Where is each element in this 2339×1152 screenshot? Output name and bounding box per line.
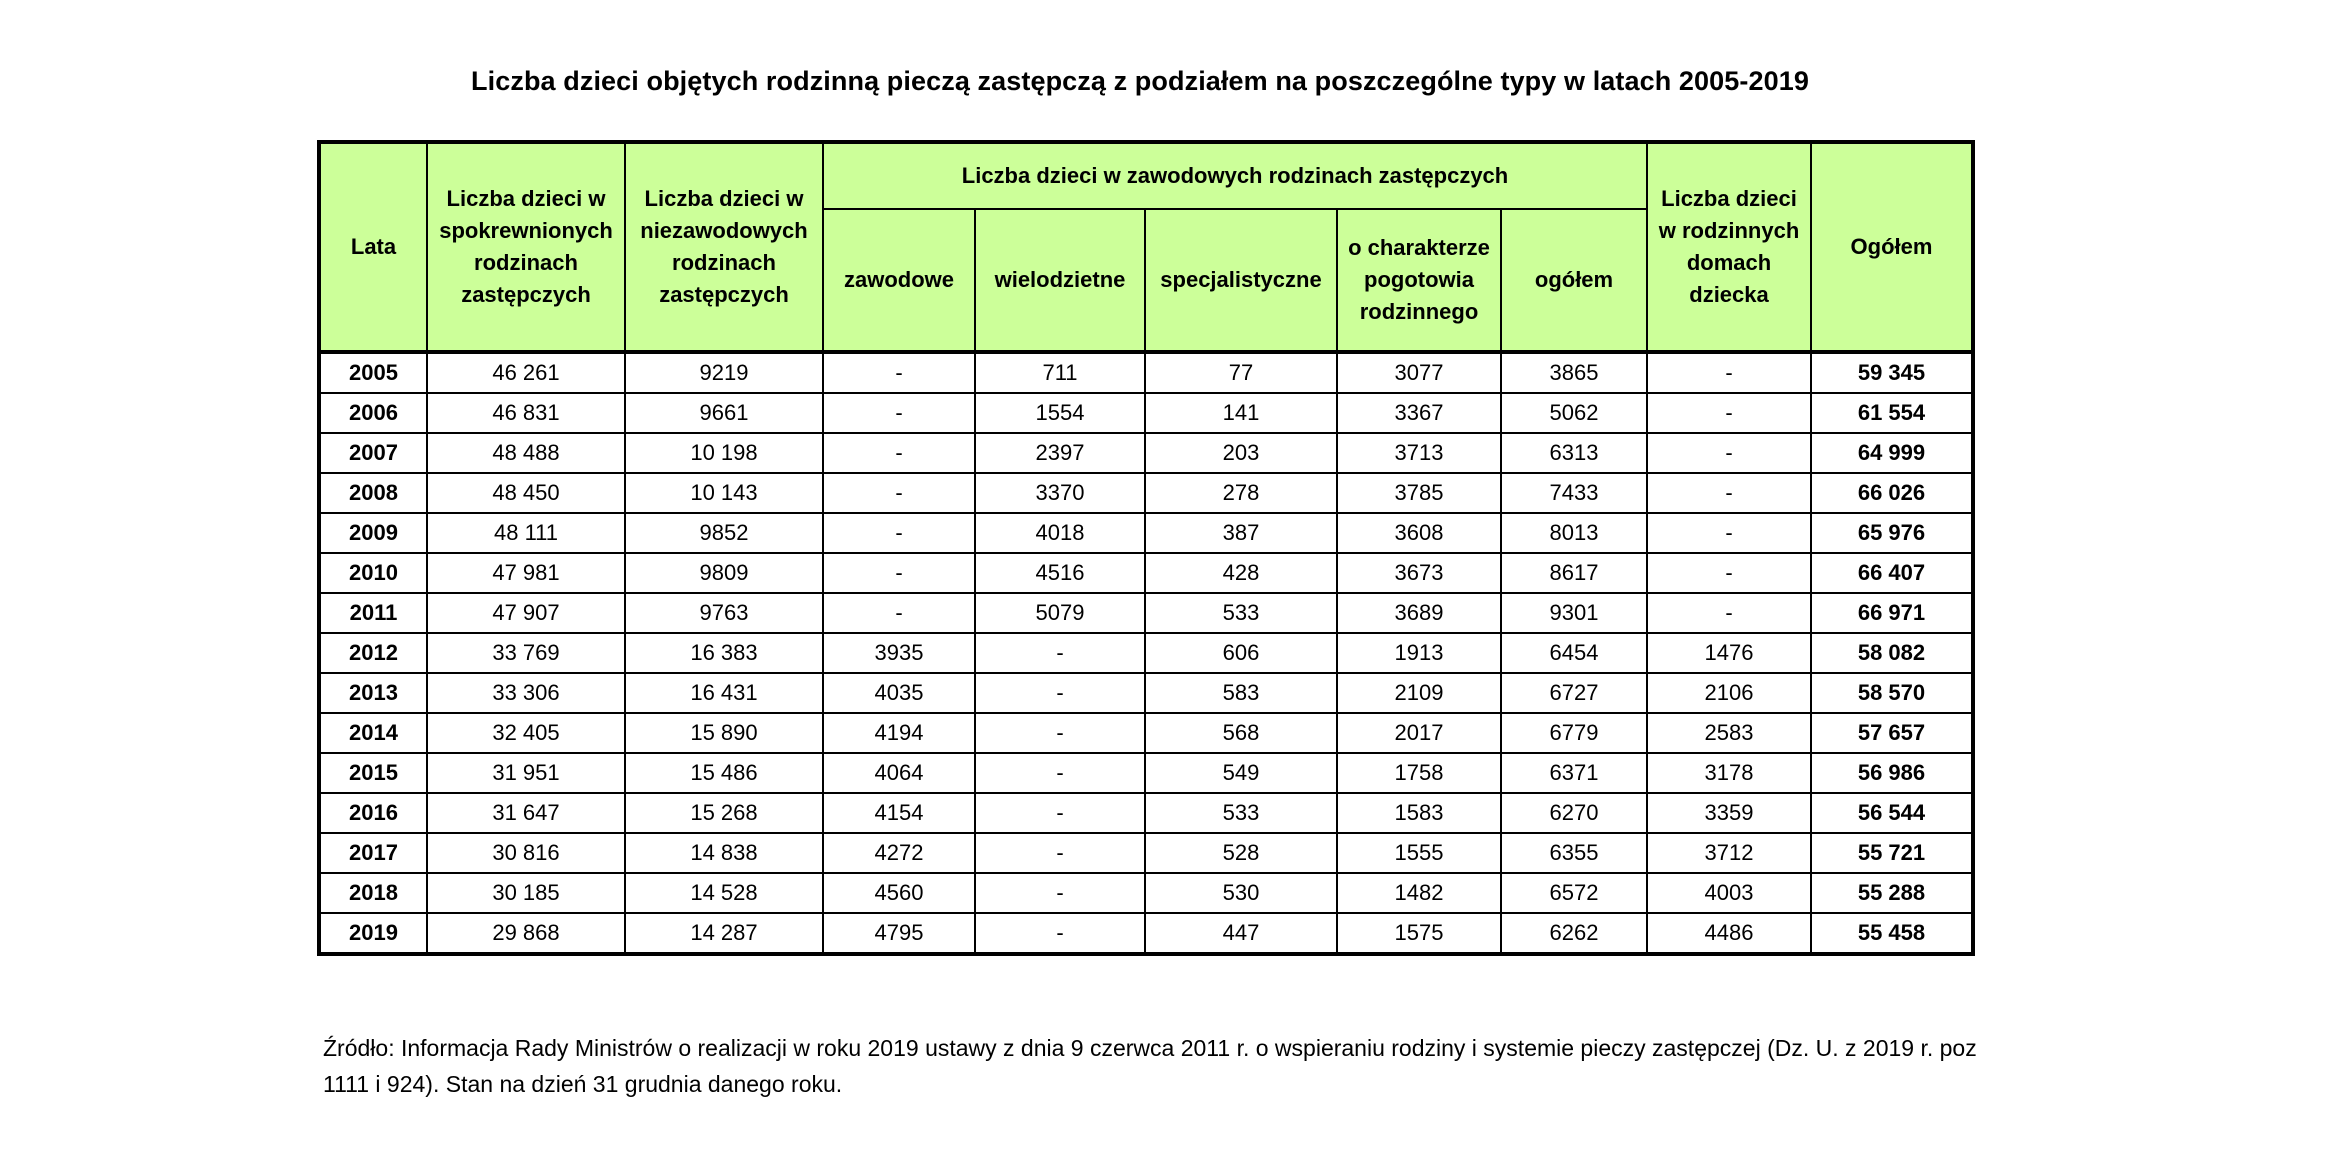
cell-professional-total: 6727 bbox=[1501, 673, 1647, 713]
cell-kinship: 47 907 bbox=[427, 593, 625, 633]
cell-emergency: 1555 bbox=[1337, 833, 1501, 873]
table-row bbox=[319, 433, 1973, 473]
cell-kinship: 33 769 bbox=[427, 633, 625, 673]
cell-kinship: 30 816 bbox=[427, 833, 625, 873]
cell-emergency: 2017 bbox=[1337, 713, 1501, 753]
data-table bbox=[317, 140, 1975, 956]
cell-emergency: 1482 bbox=[1337, 873, 1501, 913]
cell-large: - bbox=[975, 753, 1145, 793]
cell-year: 2017 bbox=[319, 833, 427, 873]
cell-large: 4018 bbox=[975, 513, 1145, 553]
cell-professional-total: 6371 bbox=[1501, 753, 1647, 793]
cell-family-homes: - bbox=[1647, 433, 1811, 473]
cell-emergency: 3608 bbox=[1337, 513, 1501, 553]
cell-family-homes: 4003 bbox=[1647, 873, 1811, 913]
cell-family-homes: - bbox=[1647, 593, 1811, 633]
cell-emergency: 3785 bbox=[1337, 473, 1501, 513]
cell-professional: - bbox=[823, 513, 975, 553]
cell-emergency: 3689 bbox=[1337, 593, 1501, 633]
cell-professional-total: 3865 bbox=[1501, 352, 1647, 393]
cell-total: 55 458 bbox=[1811, 913, 1973, 954]
cell-total: 55 721 bbox=[1811, 833, 1973, 873]
table-body bbox=[319, 352, 1973, 954]
cell-total: 56 986 bbox=[1811, 753, 1973, 793]
cell-kinship: 32 405 bbox=[427, 713, 625, 753]
cell-family-homes: 3359 bbox=[1647, 793, 1811, 833]
cell-total: 58 082 bbox=[1811, 633, 1973, 673]
header-emergency: o charakterze pogotowia rodzinnego bbox=[1337, 209, 1501, 352]
table-row bbox=[319, 593, 1973, 633]
cell-kinship: 46 261 bbox=[427, 352, 625, 393]
cell-year: 2010 bbox=[319, 553, 427, 593]
cell-specialist: 387 bbox=[1145, 513, 1337, 553]
cell-specialist: 533 bbox=[1145, 593, 1337, 633]
cell-family-homes: - bbox=[1647, 352, 1811, 393]
cell-family-homes: 3178 bbox=[1647, 753, 1811, 793]
cell-professional-total: 6262 bbox=[1501, 913, 1647, 954]
header-family-homes: Liczba dzieci w rodzinnych domach dziecka bbox=[1647, 142, 1811, 352]
cell-nonprofessional: 10 198 bbox=[625, 433, 823, 473]
cell-large: - bbox=[975, 793, 1145, 833]
cell-nonprofessional: 10 143 bbox=[625, 473, 823, 513]
cell-specialist: 278 bbox=[1145, 473, 1337, 513]
cell-nonprofessional: 14 528 bbox=[625, 873, 823, 913]
cell-total: 66 407 bbox=[1811, 553, 1973, 593]
table-row bbox=[319, 473, 1973, 513]
cell-professional: 4795 bbox=[823, 913, 975, 954]
cell-professional-total: 5062 bbox=[1501, 393, 1647, 433]
cell-professional: 3935 bbox=[823, 633, 975, 673]
cell-emergency: 3077 bbox=[1337, 352, 1501, 393]
cell-large: 1554 bbox=[975, 393, 1145, 433]
cell-specialist: 606 bbox=[1145, 633, 1337, 673]
cell-nonprofessional: 9852 bbox=[625, 513, 823, 553]
cell-large: - bbox=[975, 633, 1145, 673]
cell-kinship: 46 831 bbox=[427, 393, 625, 433]
cell-large: - bbox=[975, 673, 1145, 713]
cell-nonprofessional: 14 838 bbox=[625, 833, 823, 873]
cell-large: 4516 bbox=[975, 553, 1145, 593]
table-row bbox=[319, 513, 1973, 553]
cell-family-homes: 1476 bbox=[1647, 633, 1811, 673]
cell-year: 2018 bbox=[319, 873, 427, 913]
header-total: Ogółem bbox=[1811, 142, 1973, 352]
cell-nonprofessional: 9763 bbox=[625, 593, 823, 633]
table-row bbox=[319, 633, 1973, 673]
cell-large: - bbox=[975, 713, 1145, 753]
cell-professional: 4035 bbox=[823, 673, 975, 713]
cell-nonprofessional: 15 890 bbox=[625, 713, 823, 753]
cell-specialist: 141 bbox=[1145, 393, 1337, 433]
cell-family-homes: 2106 bbox=[1647, 673, 1811, 713]
header-professional-group: Liczba dzieci w zawodowych rodzinach zastępczych bbox=[823, 142, 1647, 209]
cell-year: 2014 bbox=[319, 713, 427, 753]
cell-specialist: 203 bbox=[1145, 433, 1337, 473]
table-row bbox=[319, 553, 1973, 593]
cell-specialist: 77 bbox=[1145, 352, 1337, 393]
cell-nonprofessional: 9809 bbox=[625, 553, 823, 593]
cell-family-homes: - bbox=[1647, 473, 1811, 513]
cell-family-homes: 4486 bbox=[1647, 913, 1811, 954]
cell-emergency: 1913 bbox=[1337, 633, 1501, 673]
table-row bbox=[319, 833, 1973, 873]
cell-professional-total: 6572 bbox=[1501, 873, 1647, 913]
cell-year: 2019 bbox=[319, 913, 427, 954]
cell-kinship: 48 111 bbox=[427, 513, 625, 553]
cell-year: 2012 bbox=[319, 633, 427, 673]
cell-professional-total: 6454 bbox=[1501, 633, 1647, 673]
table-row bbox=[319, 673, 1973, 713]
header-specialist: specjalistyczne bbox=[1145, 209, 1337, 352]
cell-emergency: 1583 bbox=[1337, 793, 1501, 833]
cell-emergency: 2109 bbox=[1337, 673, 1501, 713]
header-year: Lata bbox=[319, 142, 427, 352]
cell-specialist: 428 bbox=[1145, 553, 1337, 593]
table-row bbox=[319, 793, 1973, 833]
cell-total: 61 554 bbox=[1811, 393, 1973, 433]
cell-family-homes: 3712 bbox=[1647, 833, 1811, 873]
cell-kinship: 31 951 bbox=[427, 753, 625, 793]
cell-professional-total: 6779 bbox=[1501, 713, 1647, 753]
cell-year: 2011 bbox=[319, 593, 427, 633]
cell-nonprofessional: 15 268 bbox=[625, 793, 823, 833]
cell-large: - bbox=[975, 913, 1145, 954]
cell-emergency: 3673 bbox=[1337, 553, 1501, 593]
cell-total: 57 657 bbox=[1811, 713, 1973, 753]
cell-year: 2013 bbox=[319, 673, 427, 713]
cell-kinship: 48 450 bbox=[427, 473, 625, 513]
cell-nonprofessional: 9219 bbox=[625, 352, 823, 393]
cell-professional-total: 8617 bbox=[1501, 553, 1647, 593]
cell-kinship: 30 185 bbox=[427, 873, 625, 913]
cell-emergency: 3713 bbox=[1337, 433, 1501, 473]
cell-professional: - bbox=[823, 473, 975, 513]
table-row bbox=[319, 352, 1973, 393]
cell-professional: - bbox=[823, 593, 975, 633]
cell-total: 58 570 bbox=[1811, 673, 1973, 713]
cell-year: 2016 bbox=[319, 793, 427, 833]
cell-specialist: 583 bbox=[1145, 673, 1337, 713]
cell-total: 59 345 bbox=[1811, 352, 1973, 393]
cell-year: 2007 bbox=[319, 433, 427, 473]
cell-family-homes: - bbox=[1647, 393, 1811, 433]
cell-large: - bbox=[975, 873, 1145, 913]
cell-specialist: 447 bbox=[1145, 913, 1337, 954]
table-row bbox=[319, 873, 1973, 913]
cell-professional: 4154 bbox=[823, 793, 975, 833]
header-kinship: Liczba dzieci w spokrewnionych rodzinach zastępczych bbox=[427, 142, 625, 352]
table-row bbox=[319, 393, 1973, 433]
cell-total: 64 999 bbox=[1811, 433, 1973, 473]
cell-professional-total: 6270 bbox=[1501, 793, 1647, 833]
page-title: Liczba dzieci objętych rodzinną pieczą zastępczą z podziałem na poszczególne typy w latach 2005-2019 bbox=[471, 66, 1809, 96]
cell-kinship: 47 981 bbox=[427, 553, 625, 593]
cell-total: 65 976 bbox=[1811, 513, 1973, 553]
cell-total: 66 971 bbox=[1811, 593, 1973, 633]
cell-kinship: 33 306 bbox=[427, 673, 625, 713]
table-row bbox=[319, 753, 1973, 793]
cell-specialist: 530 bbox=[1145, 873, 1337, 913]
cell-emergency: 1575 bbox=[1337, 913, 1501, 954]
cell-family-homes: - bbox=[1647, 513, 1811, 553]
cell-nonprofessional: 16 431 bbox=[625, 673, 823, 713]
cell-family-homes: 2583 bbox=[1647, 713, 1811, 753]
cell-large: - bbox=[975, 833, 1145, 873]
cell-large: 2397 bbox=[975, 433, 1145, 473]
cell-kinship: 31 647 bbox=[427, 793, 625, 833]
cell-specialist: 549 bbox=[1145, 753, 1337, 793]
header-professional: zawodowe bbox=[823, 209, 975, 352]
cell-year: 2006 bbox=[319, 393, 427, 433]
header-large: wielodzietne bbox=[975, 209, 1145, 352]
cell-professional: - bbox=[823, 393, 975, 433]
cell-professional-total: 6313 bbox=[1501, 433, 1647, 473]
table-header bbox=[319, 142, 1973, 352]
cell-total: 55 288 bbox=[1811, 873, 1973, 913]
cell-large: 711 bbox=[975, 352, 1145, 393]
cell-year: 2009 bbox=[319, 513, 427, 553]
cell-specialist: 568 bbox=[1145, 713, 1337, 753]
cell-professional: 4064 bbox=[823, 753, 975, 793]
cell-professional: - bbox=[823, 553, 975, 593]
cell-nonprofessional: 9661 bbox=[625, 393, 823, 433]
cell-nonprofessional: 16 383 bbox=[625, 633, 823, 673]
cell-professional: 4560 bbox=[823, 873, 975, 913]
cell-professional-total: 6355 bbox=[1501, 833, 1647, 873]
table-row bbox=[319, 713, 1973, 753]
cell-professional: - bbox=[823, 352, 975, 393]
cell-total: 66 026 bbox=[1811, 473, 1973, 513]
table-row bbox=[319, 913, 1973, 954]
source-note: Źródło: Informacja Rady Ministrów o realizacji w roku 2019 ustawy z dnia 9 czerwca 2011 r. o wspieraniu rodziny i systemie pieczy zastępczej (Dz. U. z 2019 r. poz 1111 i 924). Stan na dzień 31 grudnia danego roku. bbox=[323, 1035, 1977, 1097]
cell-professional-total: 8013 bbox=[1501, 513, 1647, 553]
cell-kinship: 29 868 bbox=[427, 913, 625, 954]
cell-nonprofessional: 14 287 bbox=[625, 913, 823, 954]
cell-nonprofessional: 15 486 bbox=[625, 753, 823, 793]
cell-specialist: 528 bbox=[1145, 833, 1337, 873]
cell-family-homes: - bbox=[1647, 553, 1811, 593]
cell-large: 3370 bbox=[975, 473, 1145, 513]
cell-year: 2015 bbox=[319, 753, 427, 793]
cell-large: 5079 bbox=[975, 593, 1145, 633]
cell-emergency: 1758 bbox=[1337, 753, 1501, 793]
cell-kinship: 48 488 bbox=[427, 433, 625, 473]
header-nonprofessional: Liczba dzieci w niezawodowych rodzinach zastępczych bbox=[625, 142, 823, 352]
cell-professional: - bbox=[823, 433, 975, 473]
cell-professional: 4272 bbox=[823, 833, 975, 873]
cell-year: 2005 bbox=[319, 352, 427, 393]
cell-professional: 4194 bbox=[823, 713, 975, 753]
cell-total: 56 544 bbox=[1811, 793, 1973, 833]
cell-professional-total: 9301 bbox=[1501, 593, 1647, 633]
cell-emergency: 3367 bbox=[1337, 393, 1501, 433]
cell-specialist: 533 bbox=[1145, 793, 1337, 833]
cell-professional-total: 7433 bbox=[1501, 473, 1647, 513]
header-professional-total: ogółem bbox=[1501, 209, 1647, 352]
cell-year: 2008 bbox=[319, 473, 427, 513]
